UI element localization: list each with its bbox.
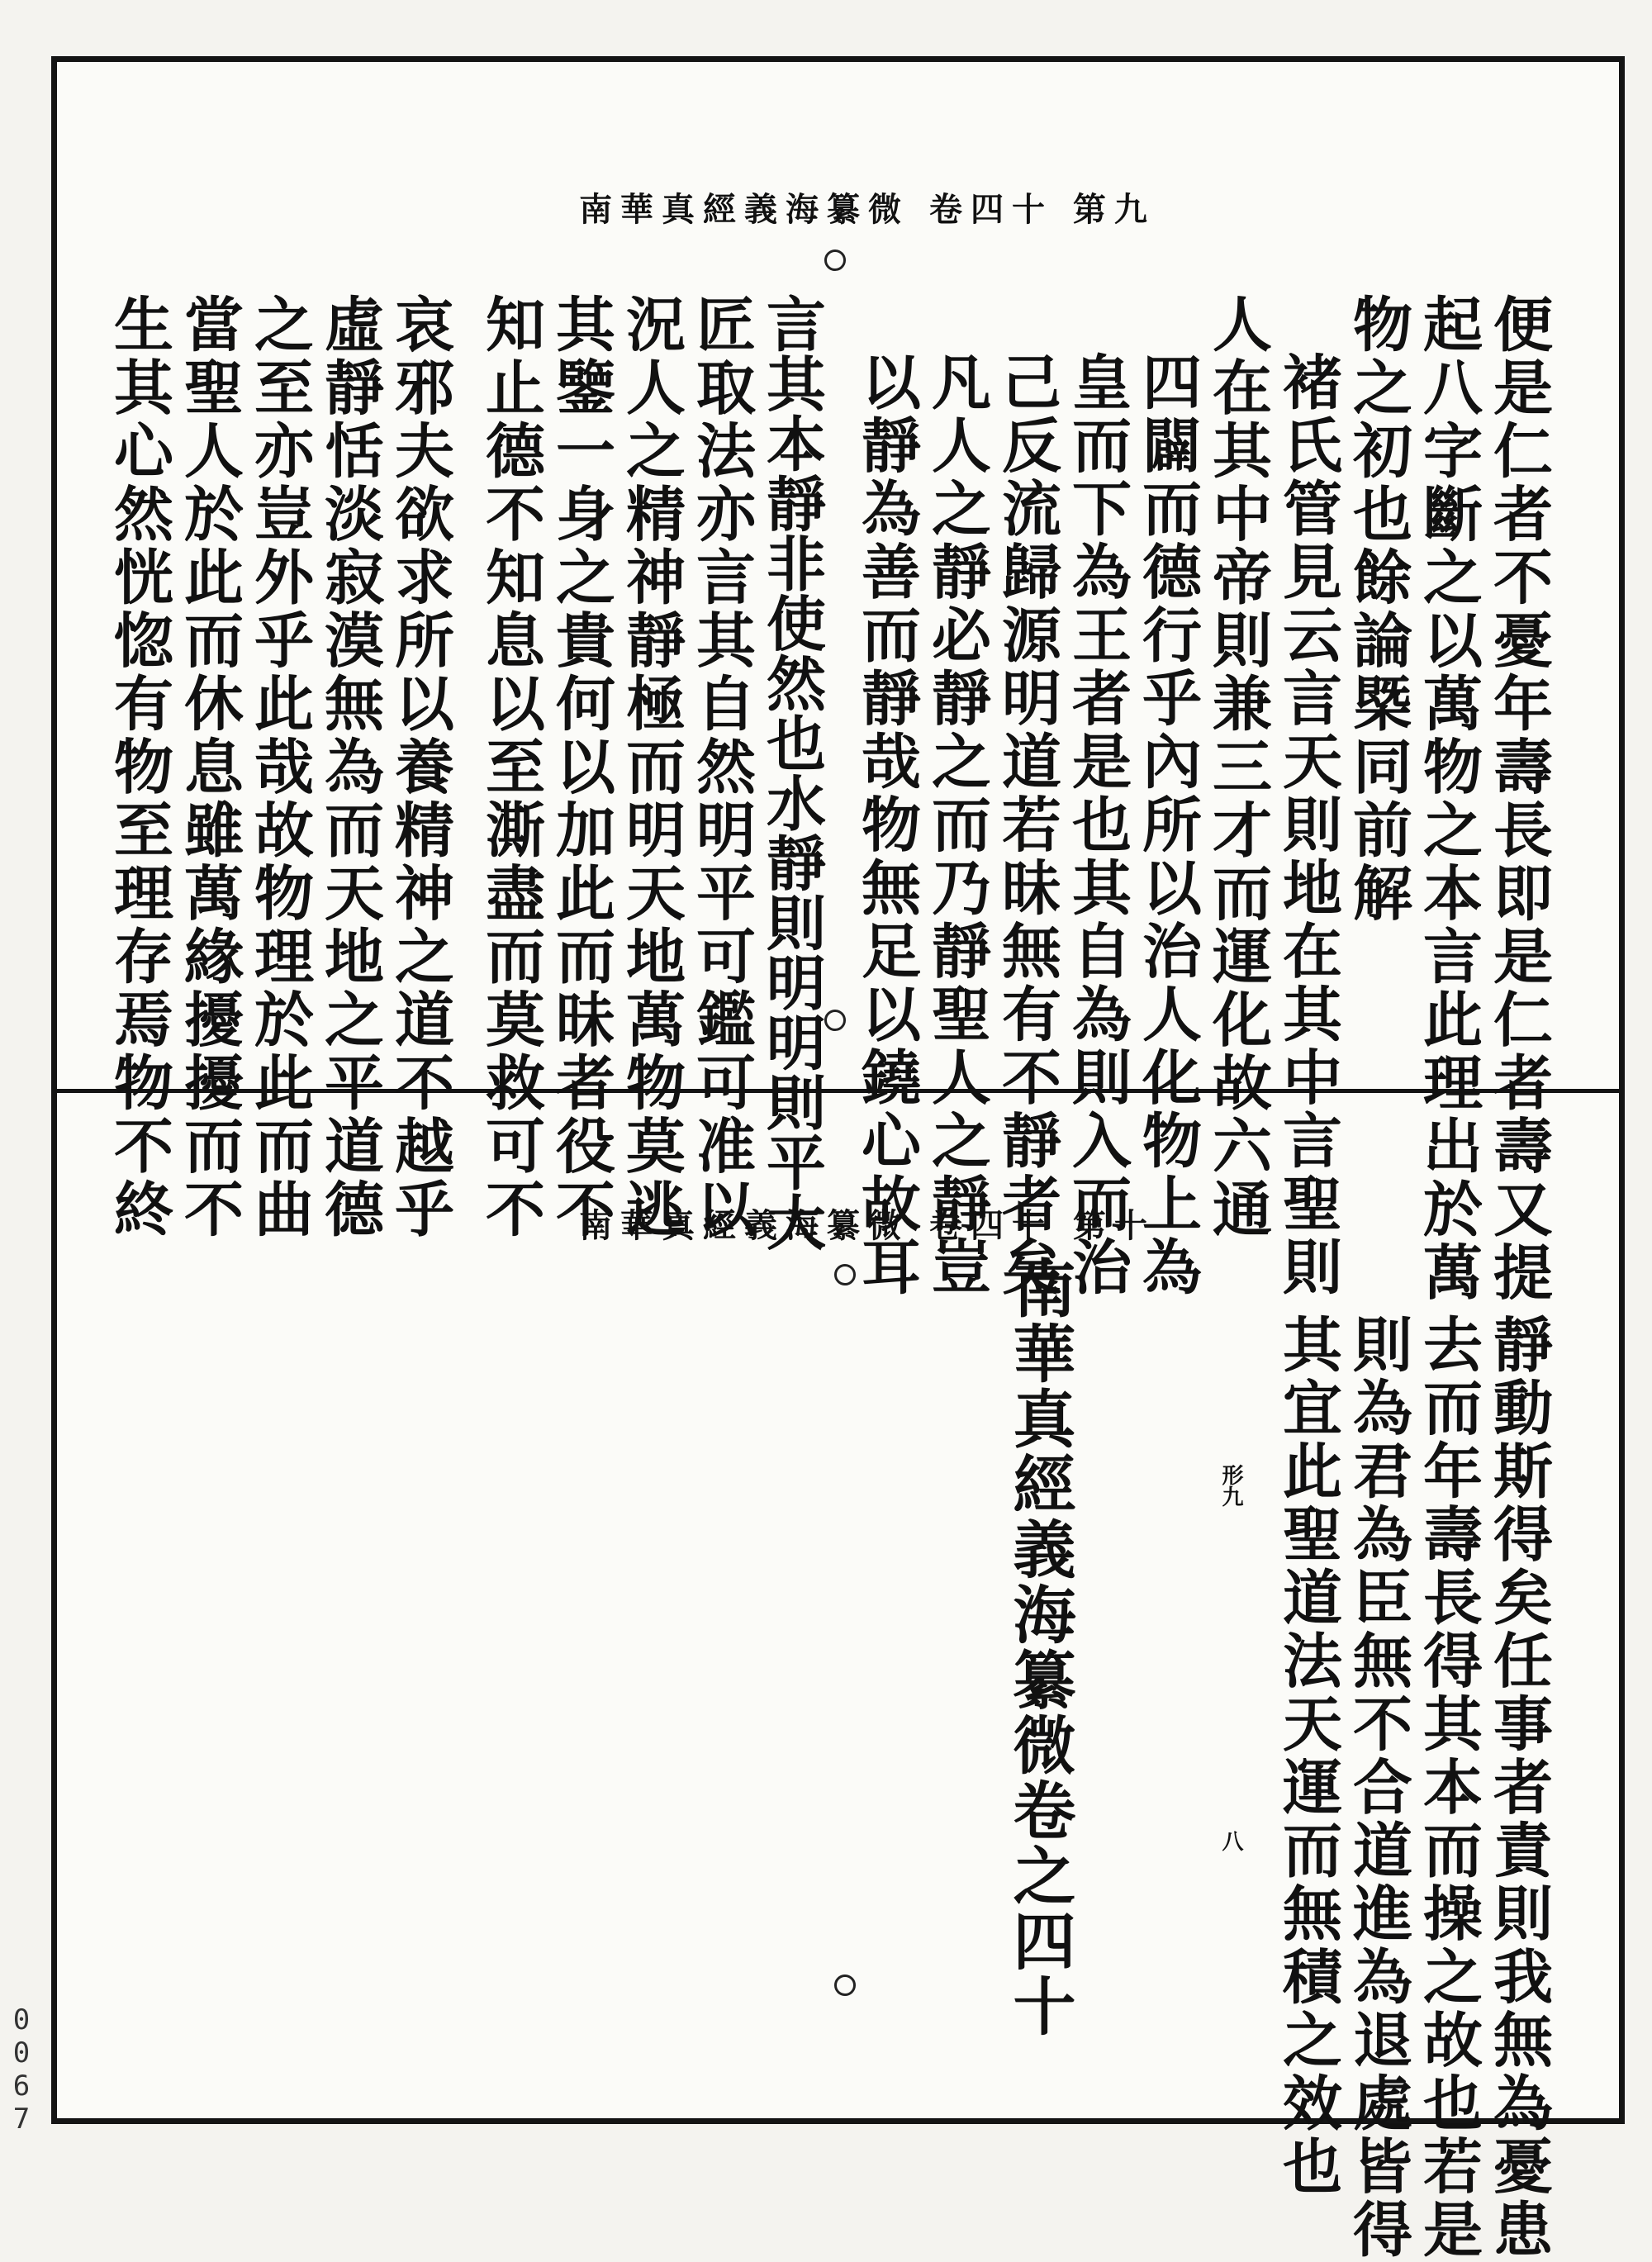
upper-circle-mark	[824, 249, 846, 271]
text-column: 靜動斯得矣任事者責則我無為憂患	[1483, 1314, 1554, 2262]
text-column: 知止德不知息以至澌盡而莫救可不	[476, 293, 546, 1242]
text-column: 生其心然恍惚有物至理存焉物不終	[104, 293, 174, 1242]
text-column: 人在其中帝則兼三才而運化故六通	[1203, 293, 1273, 1242]
text-column: 己反流歸源明道若昧無有不靜者矣	[992, 351, 1062, 1300]
text-column: 其鑒一身之貴何以加此而昧者役不	[546, 293, 616, 1242]
closing-title: 南華真經義海纂微卷之四十	[1003, 1256, 1076, 2039]
text-column: 當聖人於此而休息雖萬緣擾擾而不	[174, 293, 244, 1242]
text-column: 哀邪夫欲求所以養精神之道不越乎	[385, 293, 455, 1242]
text-column: 起八字斷之以萬物之本言此理出於萬	[1413, 293, 1483, 1304]
text-column: 皇而下為王者是也其自為則入而治	[1062, 351, 1132, 1300]
lower-running-header: 南華真經義海纂微 卷四十 第十	[579, 1206, 1156, 1245]
marginal-note: 形九	[1218, 1464, 1243, 1507]
text-column: 則為君為臣無不合道進為退處皆得	[1343, 1314, 1413, 2262]
upper-running-header: 南華真經義海纂微 卷四十 第九	[579, 190, 1156, 229]
lower-bottom-circle-mark	[834, 1974, 856, 1996]
text-column: 匠取法亦言其自然明平可鑑可准以	[686, 293, 757, 1242]
text-column: 虛靜恬淡寂漠無為而天地之平道德	[315, 293, 385, 1242]
text-column: 況人之精神靜極而明天地萬物莫逃	[616, 293, 686, 1242]
text-column: 四闢而德行乎內所以治人化物上為	[1132, 351, 1203, 1300]
sheet-number: 0067	[5, 2003, 38, 2136]
text-column: 之至亦豈外乎此哉故物理於此而曲	[244, 293, 315, 1242]
marginal-mark: 八	[1218, 1830, 1243, 1851]
text-column: 以靜為善而靜哉物無足以鐃心故耳	[852, 351, 922, 1300]
upper-inline-circle-mark	[824, 1010, 846, 1031]
lower-circle-mark	[834, 1264, 856, 1285]
text-column: 物之初也餘論槩同前解	[1343, 293, 1413, 925]
text-column: 凡人之靜必靜之而乃靜聖人之靜豈	[922, 351, 992, 1300]
text-column: 言其本靜非使然也水靜則明明則平大	[757, 293, 827, 1252]
text-column: 便是仁者不憂年壽長即是仁者壽又提	[1483, 293, 1554, 1304]
text-column: 其宜此聖道法天運而無積之效也	[1273, 1314, 1343, 2198]
text-column: 褚氏管見云言天則地在其中言聖則	[1273, 351, 1343, 1300]
text-column: 去而年壽長得其本而操之故也若是	[1413, 1314, 1483, 2262]
